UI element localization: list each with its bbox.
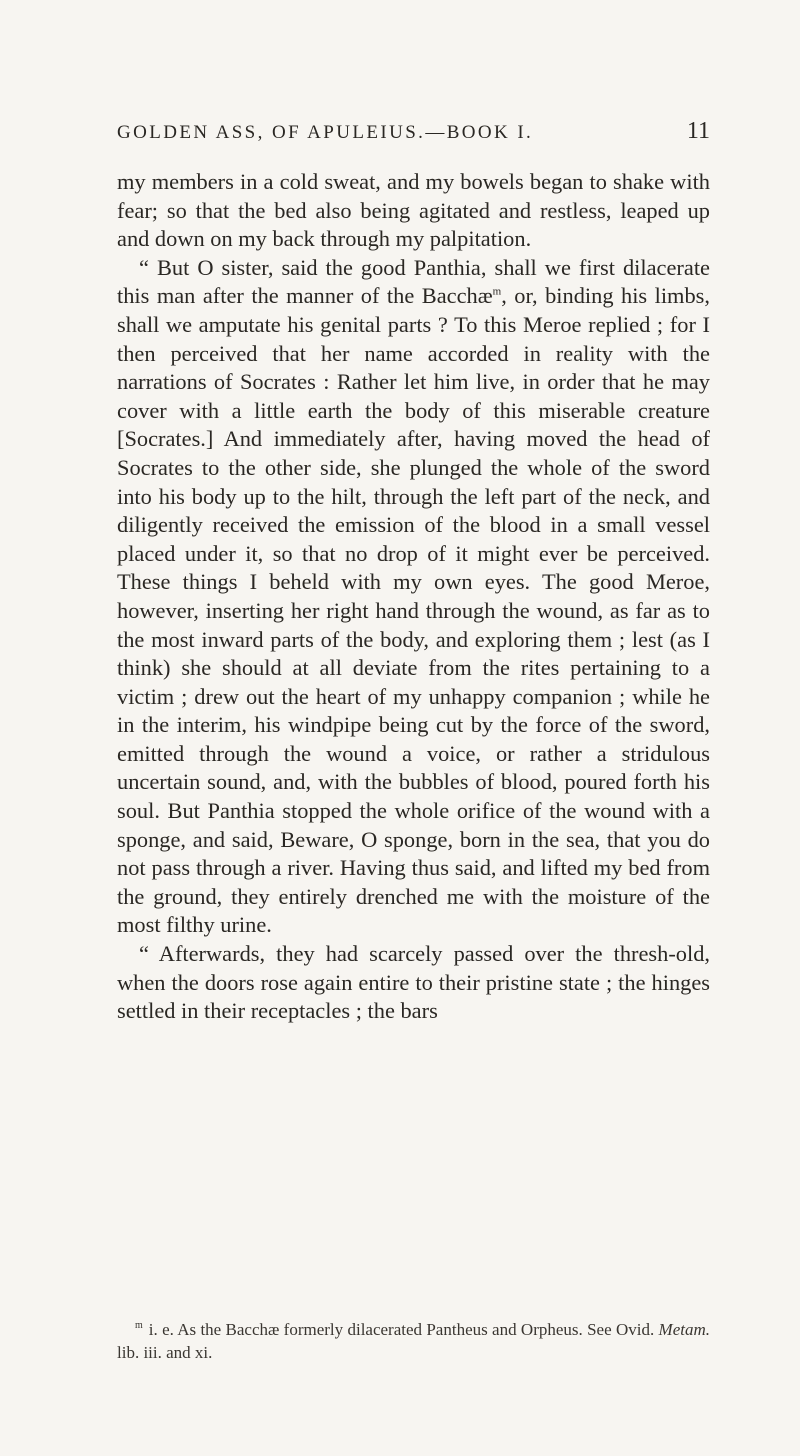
paragraph: [117, 168, 710, 254]
running-head-title: GOLDEN ASS, OF APULEIUS.—BOOK I.: [117, 122, 534, 143]
footnote-text: i. e. As the Bacchæ formerly dilacerated Pantheus and Orpheus. See Ovid.: [148, 1320, 659, 1339]
paragraph-text: “ Afterwards, they had scarcely passed over the thresh-old, when the doors rose again entire to their pristine state ; the hinges settled in their receptacles ; the bars: [117, 941, 710, 1024]
paragraph: [117, 254, 710, 940]
footnote-marker: m: [135, 1320, 143, 1332]
footnote-reference: m: [492, 285, 502, 298]
paragraph: [117, 940, 710, 1026]
footnote: [117, 1318, 710, 1364]
footnote-work-title: Metam.: [658, 1320, 710, 1339]
paragraph-text: “ But O sister, said the good Panthia, shall we first dilacerate this man after the manner of the Bacchæ: [117, 254, 710, 309]
body-text: [117, 168, 710, 1026]
running-head: [117, 118, 710, 148]
page-number: 11: [686, 118, 710, 144]
footnote-text: lib. iii. and xi.: [117, 1343, 213, 1362]
paragraph-text: my members in a cold sweat, and my bowels began to shake with fear; so that the bed also being agitated and restless, leaped up and down on my back through my palpitation.: [117, 169, 710, 252]
paragraph-text: , or, binding his limbs, shall we amputate his genital parts ? To this Meroe replied ; for I then perceived that her name accorded in reality with the narrations of Socrates : Rather let him live, in order that he may cover with a little earth the body of this miserable creature [Socrates.] And immediately after, having moved the head of Socrates to the other side, she plunged the whole of the sword into his body up to the hilt, through the left part of the neck, and diligently received the emission of the blood in a small vessel placed under it, so that no drop of it might ever be perceived. These things I beheld with my own eyes. The good Meroe, however, inserting her right hand through the wound, as far as to the most inward parts of the body, and exploring them ; lest (as I think) she should at all deviate from the rites pertaining to a victim ; drew out the heart of my unhappy companion ; while he in the interim, his windpipe being cut by the force of the sword, emitted through the wound a voice, or rather a stridulous uncertain sound, and, with the bubbles of blood, poured forth his soul. But Panthia stopped the whole orifice of the wound with a sponge, and said, Beware, O sponge, born in the sea, that you do not pass through a river. Having thus said, and lifted my bed from the ground, they entirely drenched me with the moisture of the most filthy urine.: [117, 283, 710, 938]
